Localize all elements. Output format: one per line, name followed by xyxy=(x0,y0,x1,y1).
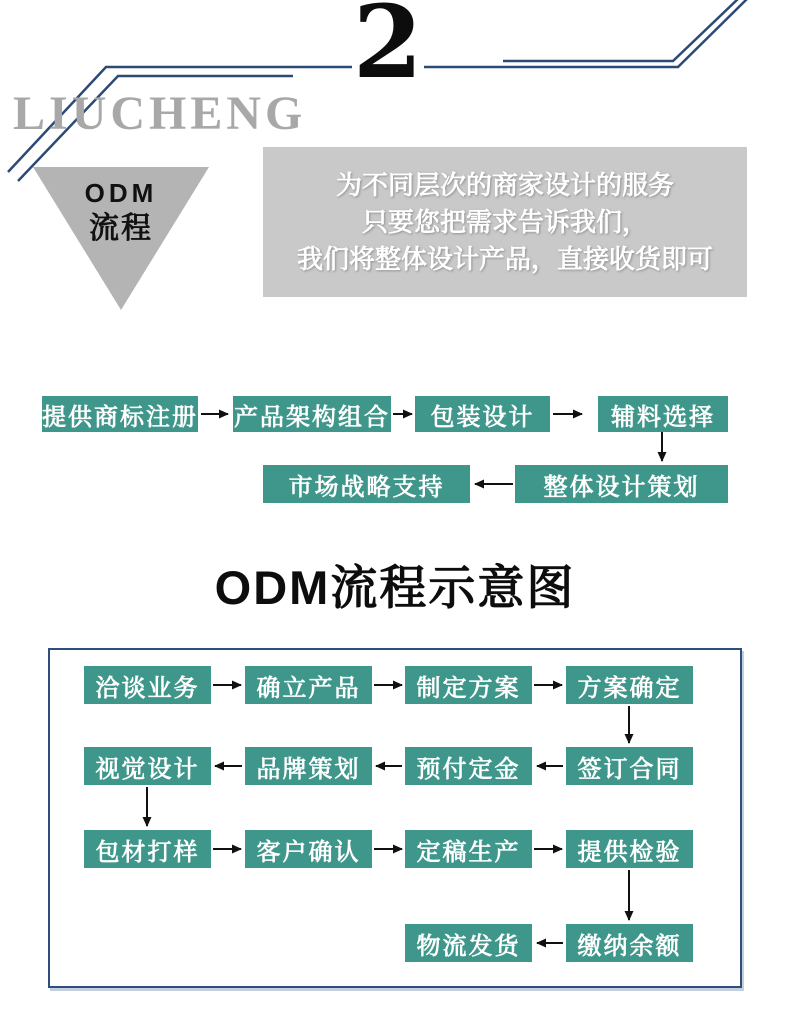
flow-step: 产品架构组合 xyxy=(233,396,391,432)
intro-line: 只要您把需求告诉我们， xyxy=(361,207,648,237)
flow-step: 市场战略支持 xyxy=(263,465,470,503)
flow-step: 品牌策划 xyxy=(245,747,372,785)
flow-step: 客户确认 xyxy=(245,830,372,868)
flow-step: 提供商标注册 xyxy=(42,396,198,432)
intro-line: 为不同层次的商家设计的服务 xyxy=(335,170,674,200)
flow-step: 方案确定 xyxy=(566,666,693,704)
triangle-label-line2: 流程 xyxy=(89,212,153,246)
flow-step: 视觉设计 xyxy=(84,747,211,785)
flow-step: 辅料选择 xyxy=(598,396,728,432)
flow-step: 缴纳余额 xyxy=(566,924,693,962)
flow-step: 提供检验 xyxy=(566,830,693,868)
flow-step: 包材打样 xyxy=(84,830,211,868)
flow-step: 包装设计 xyxy=(415,396,550,432)
flow-step: 签订合同 xyxy=(566,747,693,785)
triangle-label xyxy=(33,178,209,247)
flow-step: 制定方案 xyxy=(405,666,532,704)
flow-step: 确立产品 xyxy=(245,666,372,704)
intro-panel xyxy=(263,147,747,297)
intro-line: 我们将整体设计产品，直接收货即可 xyxy=(296,244,713,274)
diagram-title: ODM流程示意图 xyxy=(214,561,576,614)
flow-step: 整体设计策划 xyxy=(515,465,728,503)
decor-line-right xyxy=(503,0,740,61)
flow-step: 洽谈业务 xyxy=(84,666,211,704)
flow-step: 物流发货 xyxy=(405,924,532,962)
section-number: 2 xyxy=(353,0,423,101)
flow-step: 定稿生产 xyxy=(405,830,532,868)
flow-step: 预付定金 xyxy=(405,747,532,785)
brand-wordmark: LIUCHENG xyxy=(13,87,307,140)
triangle-label-line1: ODM xyxy=(84,178,158,208)
